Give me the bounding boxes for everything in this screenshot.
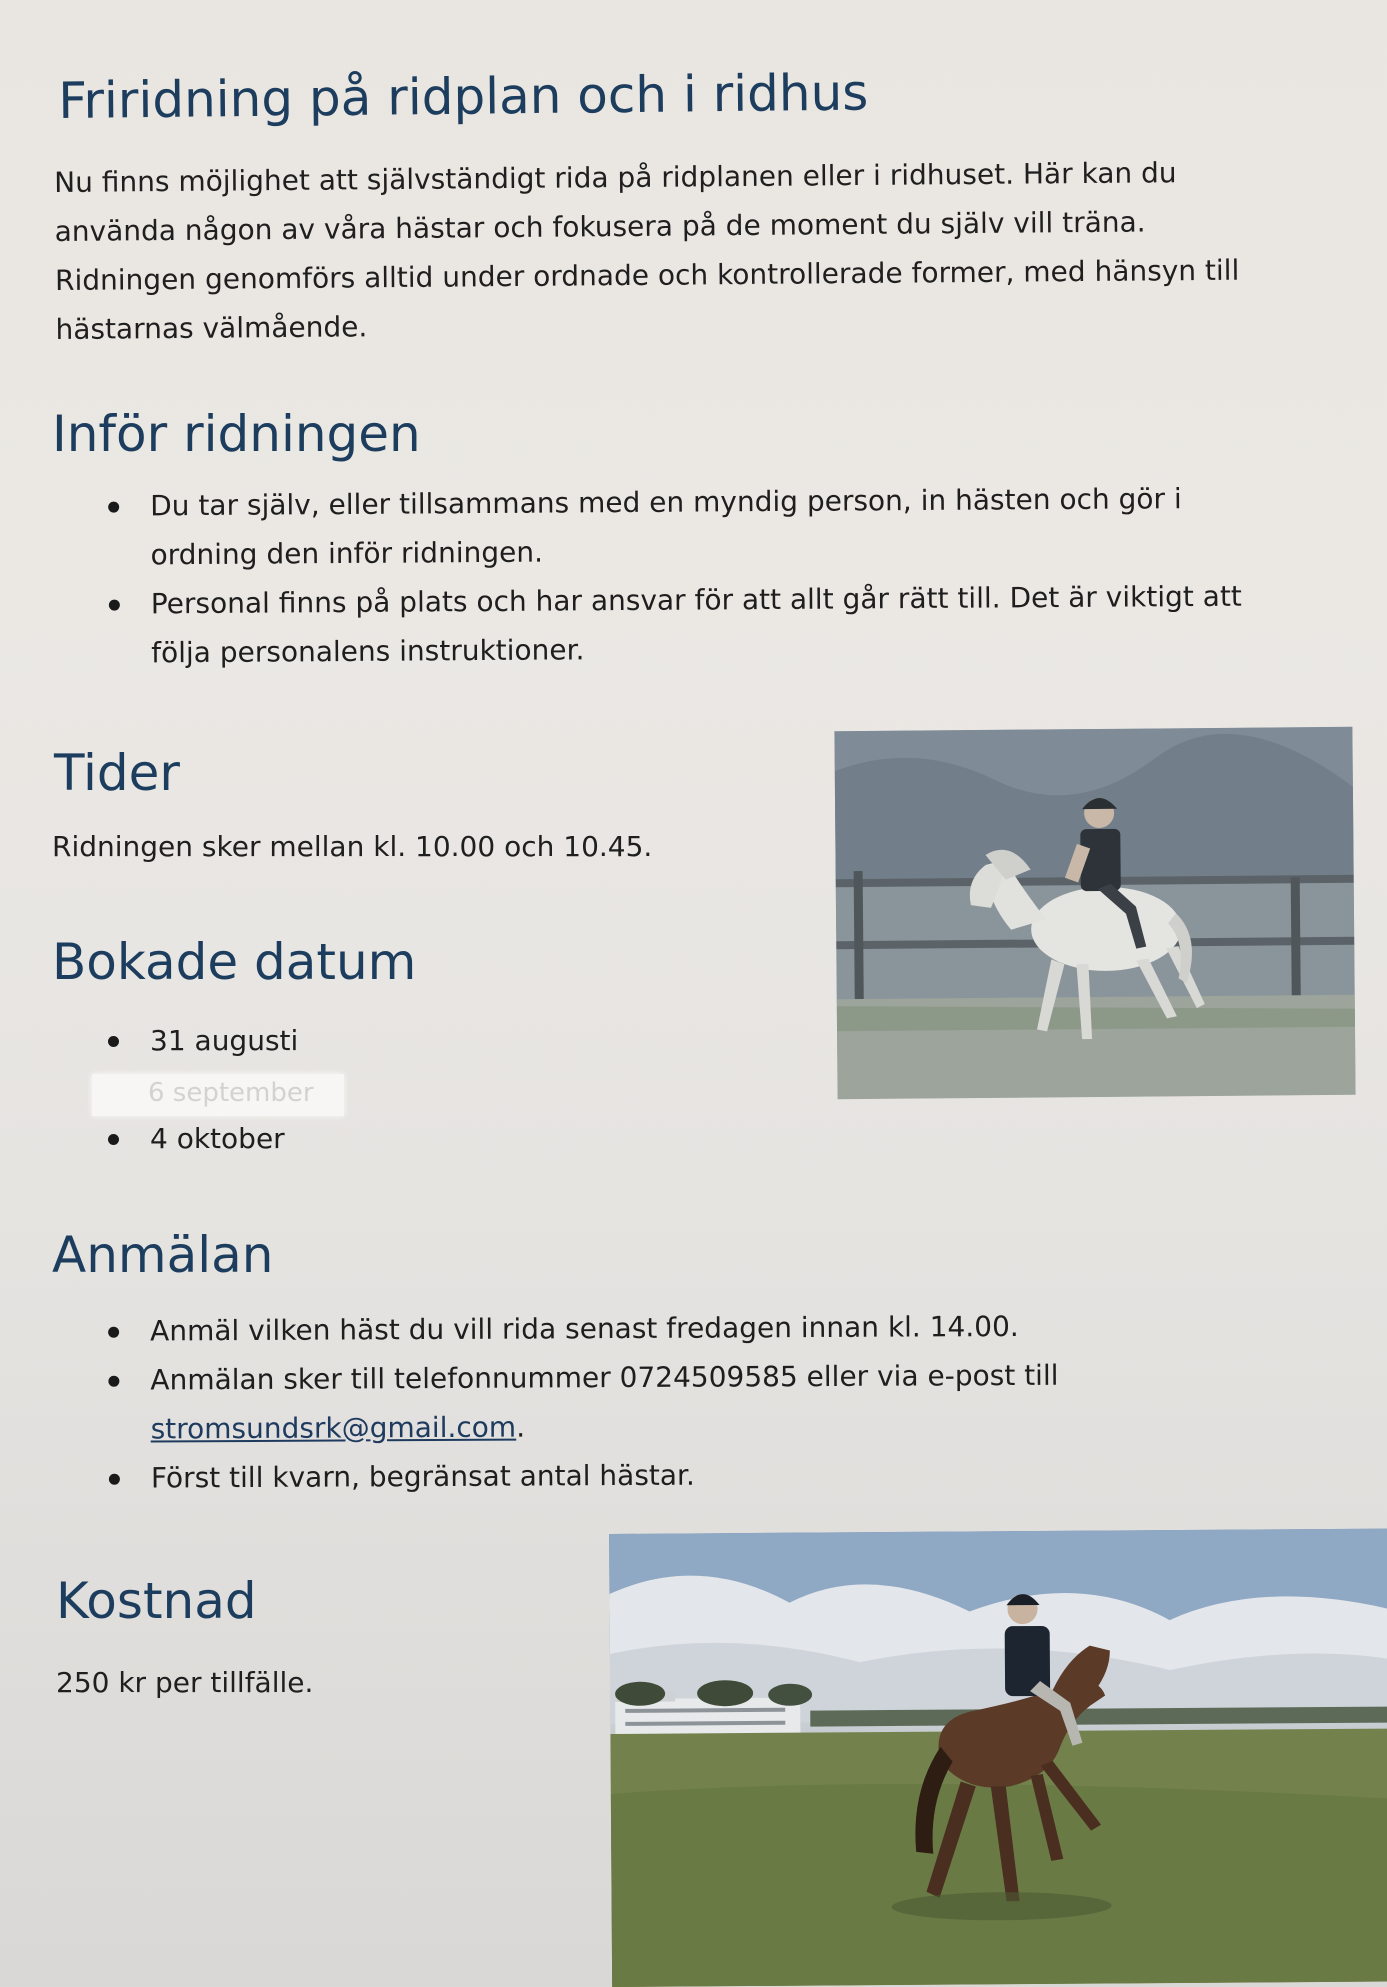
- tider-text: Ridningen sker mellan kl. 10.00 och 10.45.: [52, 830, 653, 863]
- intro-paragraph: Nu finns möjlighet att självständigt rida på ridplanen eller i ridhuset. Här kan du använda någon av våra hästar och fokusera på de moment du själv vill träna. Ridningen genomförs alltid under ordnade och kontrollerade former, med hänsyn till hästarnas välmående.: [54, 156, 1240, 346]
- bullet-icon: [109, 1474, 120, 1485]
- list-item-text: Anmäl vilken häst du vill rida senast fredagen innan kl. 14.00.: [150, 1309, 1019, 1348]
- list-item: [57, 1447, 1307, 1503]
- photo-rider-bay-horse-illustration: [609, 1529, 1387, 1987]
- redacted-date-sticker: [92, 1074, 344, 1116]
- date-item: 31 augusti: [150, 1024, 299, 1057]
- list-item: [56, 473, 1277, 580]
- bullet-icon: [108, 1376, 119, 1387]
- list-item-text: Anmälan sker till telefonnummer 0724509585 eller via e-post till: [150, 1358, 1059, 1397]
- heading-bokade-datum: Bokade datum: [52, 933, 417, 991]
- list-item-text: Först till kvarn, begränsat antal hästar.: [150, 1458, 695, 1495]
- photo-rider-bay-horse: [609, 1529, 1387, 1987]
- heading-tider: Tider: [54, 744, 180, 802]
- date-item: 4 oktober: [150, 1122, 285, 1155]
- email-link[interactable]: stromsundsrk@gmail.com: [150, 1410, 517, 1446]
- heading-kostnad: Kostnad: [56, 1572, 257, 1630]
- bullet-icon: [108, 502, 119, 513]
- bullet-icon: [108, 1327, 119, 1338]
- list-item: [56, 1349, 1306, 1454]
- list-item-text: .: [516, 1410, 526, 1444]
- redacted-date-text: 6 september: [148, 1078, 314, 1108]
- bullet-icon: [108, 1036, 119, 1047]
- bullet-icon: [109, 600, 120, 611]
- list-item-text: Du tar själv, eller tillsammans med en myndig person, in hästen och gör i ordning den inför ridningen.: [150, 482, 1182, 572]
- heading-anmalan: Anmälan: [52, 1226, 274, 1284]
- list-item: [57, 571, 1278, 678]
- list-item-text: Personal finns på plats och har ansvar för att allt går rätt till. Det är viktigt att följa personalens instruktioner.: [150, 579, 1242, 670]
- photo-rider-grey-pony: [834, 727, 1355, 1100]
- list-item: [56, 1300, 1306, 1356]
- page-title: Friridning på ridplan och i ridhus: [58, 63, 869, 130]
- bullet-icon: [108, 1134, 119, 1145]
- infor-list: [56, 473, 1277, 678]
- list-item: [56, 1114, 556, 1163]
- anmalan-list: [56, 1300, 1307, 1503]
- kostnad-text: 250 kr per tillfälle.: [56, 1666, 314, 1699]
- list-item: [56, 1016, 556, 1065]
- heading-infor-ridningen: Inför ridningen: [52, 405, 421, 463]
- photo-rider-grey-pony-illustration: [834, 727, 1355, 1100]
